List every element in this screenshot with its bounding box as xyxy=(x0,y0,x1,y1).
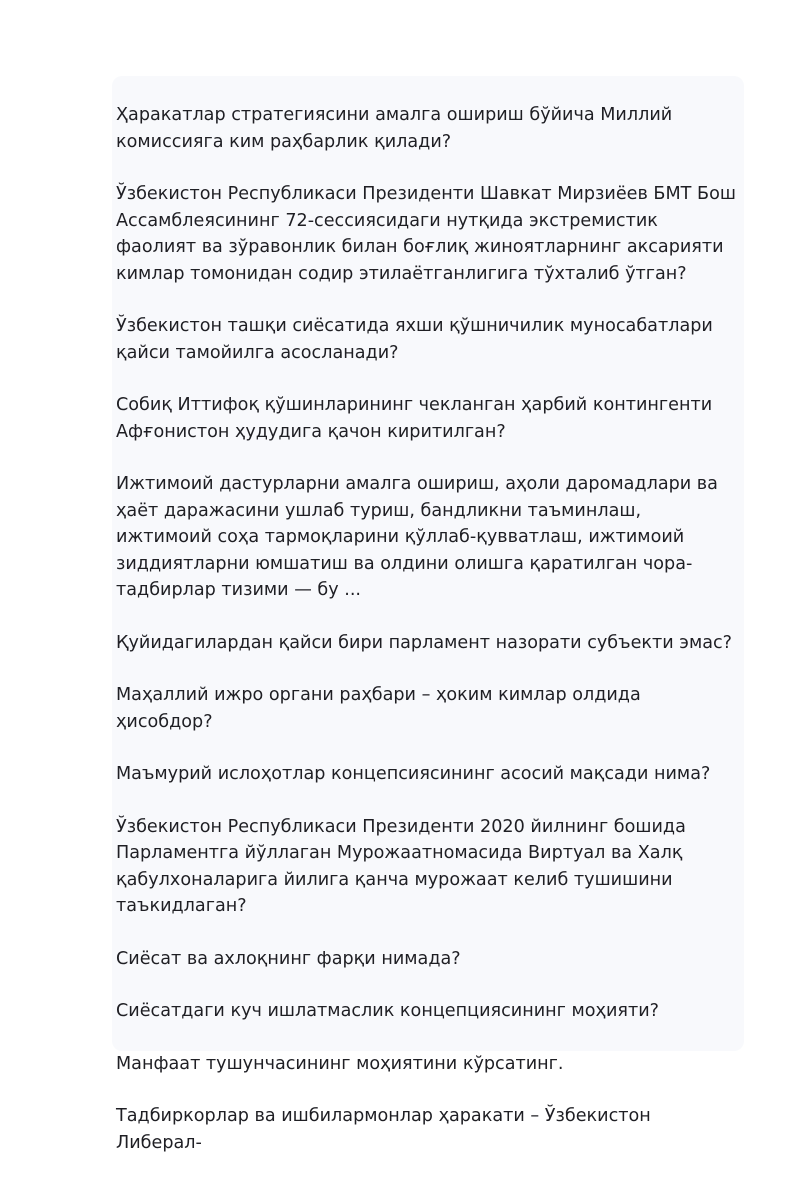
question-item: Ўзбекистон Республикаси Президенти 2020 йилнинг бошида Парламентга йўллаган Мурожаатномасида Виртуал ва Халқ қабулхоналарига йилига қанча мурожаат келиб тушишини таъкидлаган? xyxy=(116,816,686,916)
question-item: Ўзбекистон ташқи сиёсатида яхши қўшничилик муносабатлари қайси тамойилга асосланади? xyxy=(116,316,713,363)
question-item: Собиқ Иттифоқ қўшинларининг чекланган ҳарбий контингенти Афғонистон ҳудудига қачон киритилган? xyxy=(116,395,713,442)
question-list-card xyxy=(112,76,744,1153)
question-item: Ўзбекистон Республикаси Президенти Шавкат Мирзиёев БМТ Бош Ассамблеясининг 72-сессиясидаги нутқида экстремистик фаолият ва зўравонлик билан боғлиқ жиноятларнинг аксарияти кимлар томонидан содир этилаётганлигига тўхталиб ўтган? xyxy=(116,184,736,284)
question-item: Ижтимоий дастурларни амалга ошириш, аҳоли даромадлари ва ҳаёт даражасини ушлаб туриш, бандликни таъминлаш, ижтимоий соҳа тармоқларини қўллаб-қувватлаш, ижтимоий зиддиятларни юмшатиш ва олдини олишга қаратилган чора-тадбирлар тизими — бу ... xyxy=(116,474,718,600)
question-list xyxy=(116,102,736,1182)
question-item: Тадбиркорлар ва ишбилармонлар ҳаракати – Ўзбекистон Либерал- xyxy=(116,1106,651,1153)
question-item: Сиёсат ва ахлоқнинг фарқи нимада? xyxy=(116,948,461,969)
question-item: Маҳаллий ижро органи раҳбари – ҳоким кимлар олдида ҳисобдор? xyxy=(116,685,641,732)
question-item: Манфаат тушунчасининг моҳиятини кўрсатинг. xyxy=(116,1053,564,1074)
question-item: Маъмурий ислоҳотлар концепсиясининг асосий мақсади нима? xyxy=(116,764,711,784)
question-item: Ҳаракатлар стратегиясини амалга ошириш бўйича Миллий комиссияга ким раҳбарлик қилади? xyxy=(116,105,673,152)
question-item: Сиёсатдаги куч ишлатмаслик концепциясининг моҳияти? xyxy=(116,1001,659,1021)
question-item: Қуйидагилардан қайси бири парламент назорати субъекти эмас? xyxy=(116,632,733,653)
